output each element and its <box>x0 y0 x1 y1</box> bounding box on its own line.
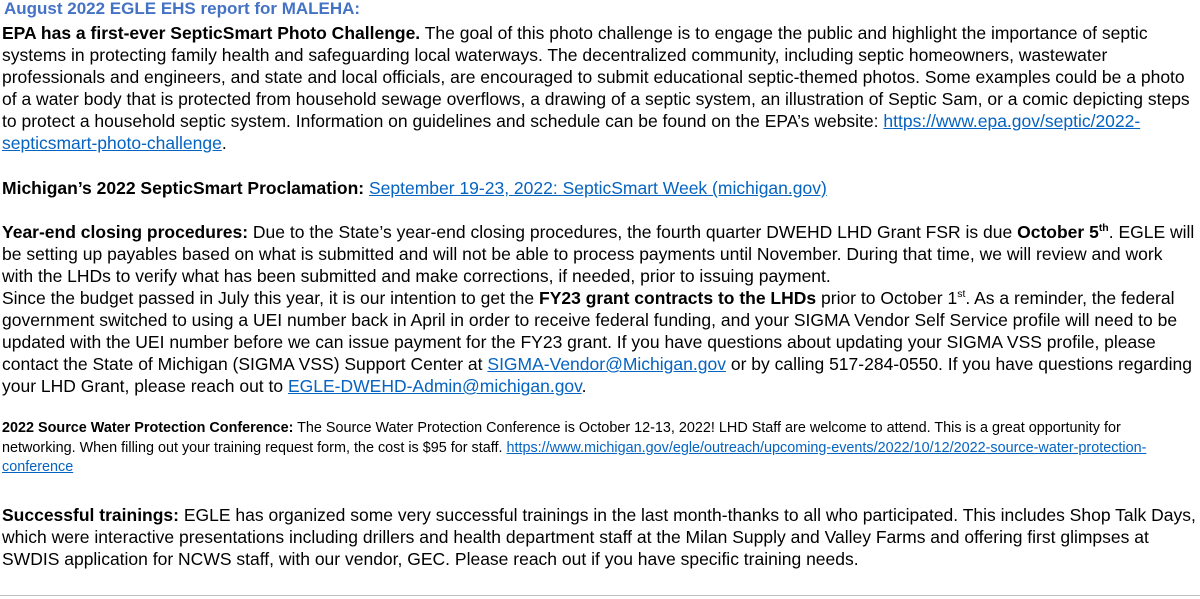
septicsmart-week-link[interactable]: September 19-23, 2022: SepticSmart Week (michigan.gov) <box>368 178 827 198</box>
fsr-due-date <box>1017 222 1109 242</box>
photo-challenge-heading: EPA has a first-ever SepticSmart Photo Challenge. <box>2 23 421 43</box>
page-divider <box>0 595 1200 596</box>
source-water-conference-link[interactable]: https://www.michigan.gov/egle/outreach/upcoming-events/2022/10/12/2022-source-water-protection-conference <box>2 439 1147 475</box>
report-title: August 2022 EGLE EHS report for MALEHA: <box>4 0 361 18</box>
fy23-contracts-text: FY23 grant contracts to the LHDs <box>539 288 817 308</box>
photo-challenge-body: The goal of this photo challenge is to engage the public and highlight the importance of septic systems in protecting family health and safeguarding local waterways. The decentralized community, including septic homeowners, wastewater professionals and engineers, and state and local officials, are encouraged to submit educational septic-themed photos. Some examples could be a photo of a water body that is protected from household sewage overflows, a drawing of a septic system, an illustration of Septic Sam, or a comic depicting steps to protect a household septic system. Information on guidelines and schedule can be found on the EPA’s website: <box>2 23 1190 131</box>
trainings-body: EGLE has organized some very successful trainings in the last month-thanks to all who participated. This includes Shop Talk Days, which were interactive presentations including drillers and health department staff at the Milan Supply and Valley Farms and offering first glimpses at SWDIS application for NCWS staff, with our vendor, GEC. Please reach out if you have specific training needs. <box>2 505 1196 569</box>
oct1-suffix: st <box>957 288 966 301</box>
year-end-body-2: . EGLE will be setting up payables based on what is submitted and will not be able to process payments until November. During that time, we will review and work with the LHDs to verify what has been submitted and make corrections, if needed, prior to issuing payment. <box>2 222 1195 286</box>
photo-challenge-paragraph <box>2 22 1196 154</box>
year-end-body-1: Due to the State’s year-end closing procedures, the fourth quarter DWEHD LHD Grant FSR is due <box>248 222 1018 242</box>
year-end-heading: Year-end closing procedures: <box>2 222 249 242</box>
year-end-body-4: prior to October 1 <box>816 288 958 308</box>
year-end-end: . <box>581 376 587 396</box>
year-end-body-3: Since the budget passed in July this year, it is our intention to get the <box>2 288 539 308</box>
year-end-paragraph <box>2 221 1196 397</box>
due-date-text: October 5 <box>1017 222 1099 242</box>
source-water-body: The Source Water Protection Conference is October 12-13, 2022! LHD Staff are welcome to attend. This is a great opportunity for networking. When filling out your training request form, the cost is $95 for staff. <box>2 420 1121 456</box>
trainings-heading: Successful trainings: <box>2 505 179 525</box>
trainings-paragraph <box>2 504 1196 570</box>
year-end-body-6: or by calling 517-284-0550. If you have questions regarding your LHD Grant, please reach out to <box>2 354 1192 396</box>
dwehd-admin-email-link[interactable]: EGLE-DWEHD-Admin@michigan.gov <box>287 376 582 396</box>
epa-photo-challenge-link[interactable]: https://www.epa.gov/septic/2022-septicsmart-photo-challenge <box>2 111 1141 153</box>
source-water-heading: 2022 Source Water Protection Conference: <box>2 420 294 436</box>
photo-challenge-end: . <box>221 133 227 153</box>
proclamation-paragraph <box>2 177 1196 199</box>
source-water-paragraph <box>2 419 1196 478</box>
sigma-vendor-email-link[interactable]: SIGMA-Vendor@Michigan.gov <box>487 354 726 374</box>
year-end-body-5: . As a reminder, the federal government switched to using a UEI number back in April in order to receive federal funding, and your SIGMA Vendor Self Service profile will need to be updated with the UEI number before we can issue payment for the FY23 grant. If you have questions about updating your SIGMA VSS profile, please contact the State of Michigan (SIGMA VSS) Support Center at <box>2 288 1178 374</box>
due-date-suffix: th <box>1098 222 1109 235</box>
proclamation-heading: Michigan’s 2022 SepticSmart Proclamation: <box>2 178 365 198</box>
